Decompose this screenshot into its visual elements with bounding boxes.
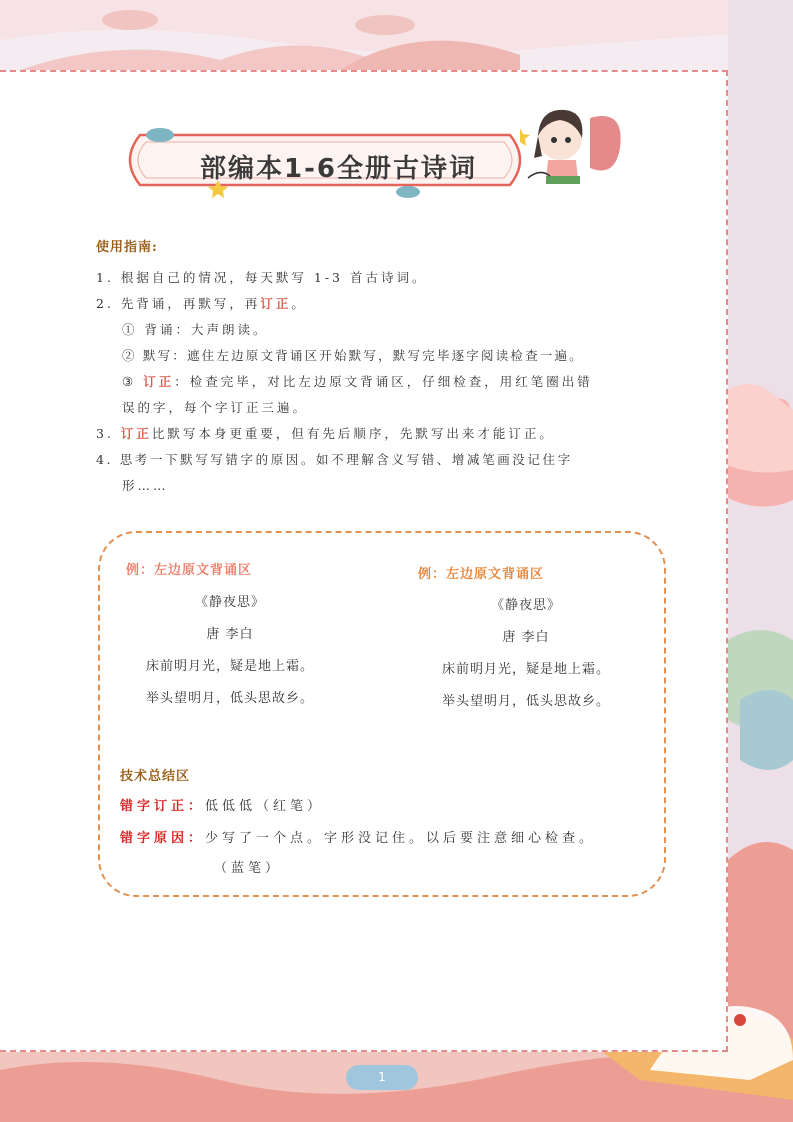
summary-heading: 技术总结区 xyxy=(120,769,191,784)
poem-line-2: 举头望明月，低头思故乡。 xyxy=(145,691,314,706)
poem-author: 唐 李白 xyxy=(502,630,550,645)
summary-reason-value: 少写了一个点。字形没记住。以后要注意细心检查。 xyxy=(205,831,597,846)
poem-line-2: 举头望明月，低头思故乡。 xyxy=(441,694,610,709)
mascot-girl-icon xyxy=(520,98,630,198)
summary-reason-key: 错字原因： xyxy=(120,831,206,846)
example-left-label: 例：左边原文背诵区 xyxy=(126,563,253,578)
title-banner xyxy=(110,120,530,200)
guide-item-2-text: 2. 先背诵，再默写，再 xyxy=(96,296,261,311)
guide-subitem-fix-cont: 误的字，每个字订正三遍。 xyxy=(122,400,309,415)
summary-fix-value: 低低低（红笔） xyxy=(205,799,325,814)
guide-item-3 xyxy=(96,421,676,447)
summary-reason-line xyxy=(120,827,596,846)
poem-line-1: 床前明月光，疑是地上霜。 xyxy=(145,659,314,674)
guide-item-2-end: 。 xyxy=(291,296,307,311)
page-number: 1 xyxy=(346,1065,418,1090)
page-title: 部编本1-6全册古诗词 xyxy=(200,154,477,184)
fix-highlight: 订正 xyxy=(143,374,175,389)
fix-highlight: 订正 xyxy=(120,426,152,441)
example-box xyxy=(98,531,666,897)
poem-author: 唐 李白 xyxy=(206,627,254,642)
poem-line-1: 床前明月光，疑是地上霜。 xyxy=(441,662,610,677)
example-right-label: 例：左边原文背诵区 xyxy=(418,567,545,582)
guide-subitem-dictate: ② 默写：遮住左边原文背诵区开始默写，默写完毕逐字阅读检查一遍。 xyxy=(122,348,584,363)
guide-item-4-cont: 形…… xyxy=(122,478,169,493)
guide-item-4: 4. 思考一下默写写错字的原因。如不理解含义写错、增减笔画没记住字 xyxy=(96,452,573,467)
guide-heading: 使用指南: xyxy=(96,240,158,255)
guide-item-3-text: 比默写本身更重要，但有先后顺序，先默写出来才能订正。 xyxy=(151,426,555,441)
summary-reason-note: （蓝笔） xyxy=(214,861,283,876)
guide-subitem-fix-num: ③ xyxy=(122,374,144,389)
poem-right xyxy=(426,590,626,718)
poem-left xyxy=(130,587,330,715)
summary-fix-key: 错字订正： xyxy=(120,799,206,814)
guide-subitem-recite: ① 背诵：大声朗读。 xyxy=(122,322,269,337)
poem-title: 《静夜思》 xyxy=(194,595,265,610)
guide-subitem-fix xyxy=(96,369,676,395)
poem-title: 《静夜思》 xyxy=(490,598,561,613)
usage-guide xyxy=(96,236,676,499)
guide-item-1: 1. 根据自己的情况，每天默写 1-3 首古诗词。 xyxy=(96,270,428,285)
guide-item-3-num: 3. xyxy=(96,426,121,441)
guide-item-2 xyxy=(96,291,676,317)
summary-fix-line xyxy=(120,795,324,814)
fix-highlight: 订正 xyxy=(260,296,292,311)
guide-subitem-fix-text: ：检查完毕，对比左边原文背诵区，仔细检查，用红笔圈出错 xyxy=(174,374,593,389)
